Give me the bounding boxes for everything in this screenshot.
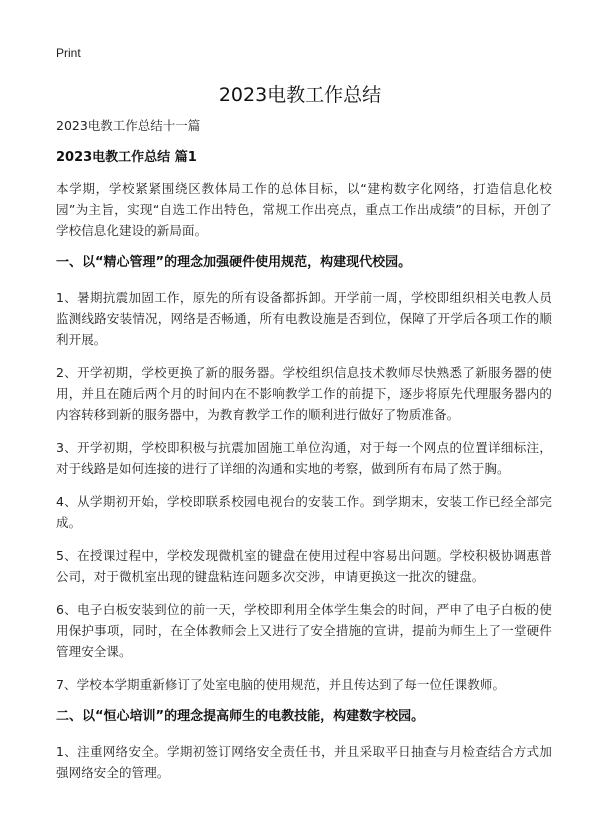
heading-one: 一、以“精心管理”的理念加强硬件使用规范，构建现代校园。: [56, 255, 412, 270]
paragraph-4: 4、从学期初开始，学校即联系校园电视台的安装工作。到学期末，安装工作已经全部完成。: [56, 494, 552, 530]
paragraph-2: 2、开学初期，学校更换了新的服务器。学校组织信息技术教师尽快熟悉了新服务器的使用，并且在随后两个月的时间内在不影响教学工作的前提下，逐步将原先代理服务器内的内容转移到新的服务器中，为教育教学工作的顺利进行做好了物质准备。: [56, 365, 552, 422]
print-link[interactable]: Print: [56, 46, 81, 60]
paragraph-1: 1、暑期抗震加固工作，原先的所有设备都拆卸。开学前一周，学校即组织相关电教人员监测线路安装情况，网络是否畅通，所有电教设施是否到位，保障了开学后各项工作的顺利开展。: [56, 290, 552, 347]
heading-two: 二、以“恒心培训”的理念提高师生的电教技能，构建数字校园。: [56, 709, 425, 724]
paragraph-6: 6、电子白板安装到位的前一天，学校即利用全体学生集会的时间，严申了电子白板的使用保护事项，同时，在全体教师会上又进行了安全措施的宣讲，提前为师生上了一堂硬件管理安全课。: [56, 602, 552, 659]
paragraph-3: 3、开学初期，学校即积极与抗震加固施工单位沟通，对于每一个网点的位置详细标注，对于线路是如何连接的进行了详细的沟通和实地的考察，做到所有布局了然于胸。: [56, 440, 552, 476]
section-title: 2023电教工作总结 篇1: [56, 150, 197, 165]
intro-paragraph: 本学期，学校紧紧围绕区教体局工作的总体目标，以“建构数字化网络，打造信息化校园”为主旨，实现“自选工作出特色，常规工作出亮点，重点工作出成绩”的目标，开创了学校信息化建设的新局面。: [56, 181, 552, 238]
paragraph-7: 7、学校本学期重新修订了处室电脑的使用规范，并且传达到了每一位任课教师。: [56, 677, 506, 692]
document-subtitle: 2023电教工作总结十一篇: [56, 118, 201, 133]
paragraph-5: 5、在授课过程中，学校发现微机室的键盘在使用过程中容易出问题。学校积极协调惠普公司，对于微机室出现的键盘粘连问题多次交涉，申请更换这一批次的键盘。: [56, 548, 552, 584]
paragraph-8: 1、注重网络安全。学期初签订网络安全责任书，并且采取平日抽查与月检查结合方式加强网络安全的管理。: [56, 744, 552, 780]
document-body: [56, 116, 552, 795]
document-title: 2023电教工作总结: [218, 84, 382, 106]
